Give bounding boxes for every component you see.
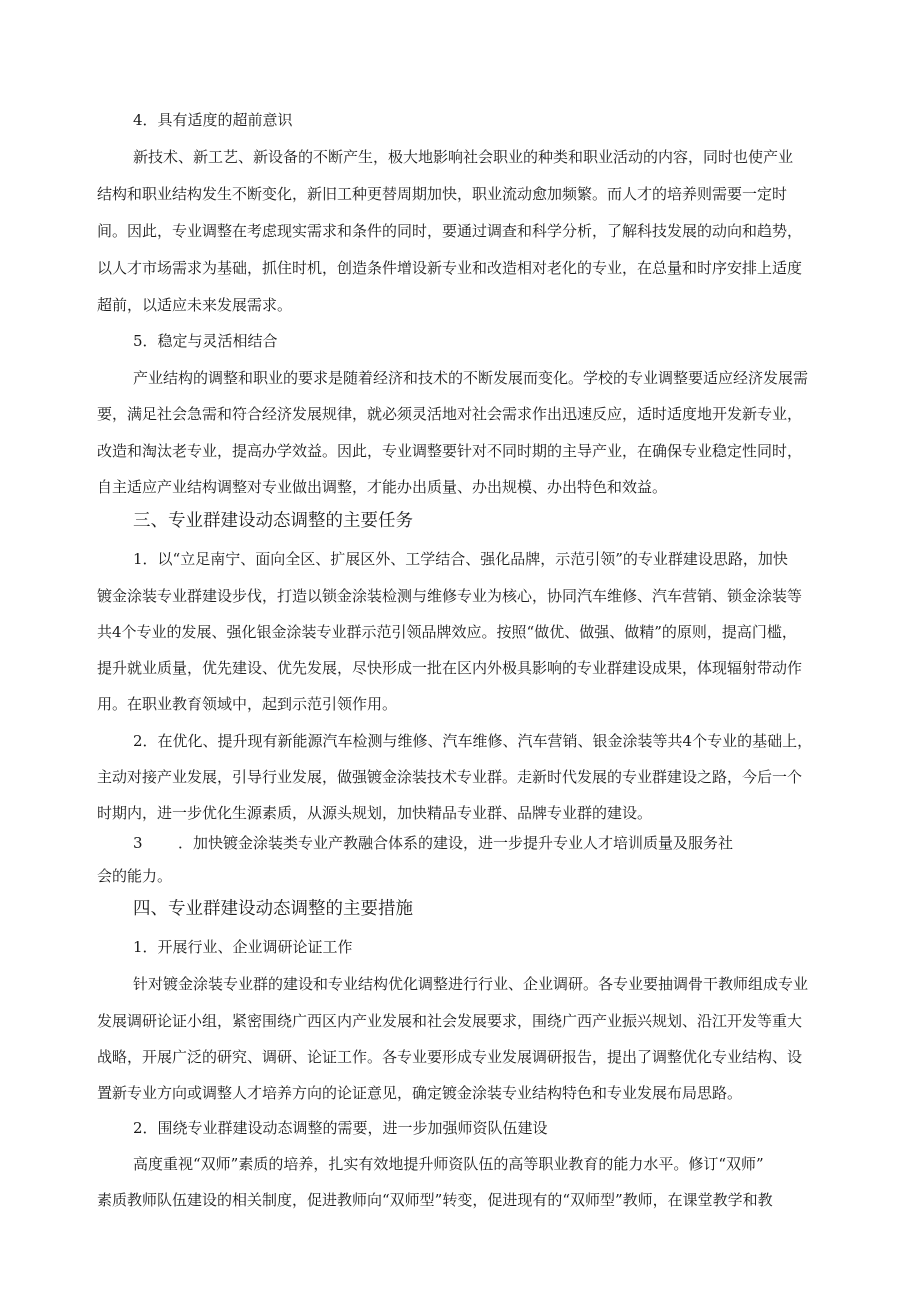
section-heading: 四、专业群建设动态调整的主要措施 (133, 899, 413, 919)
section-heading: 三、专业群建设动态调整的主要任务 (133, 511, 413, 531)
paragraph-line: 结构和职业结构发生不断变化，新旧工种更替周期加快，职业流动愈加频繁。而人才的培养则需要一定时 (97, 185, 788, 203)
paragraph-line: 自主适应产业结构调整对专业做出调整，才能办出质量、办出规模、办出特色和效益。 (97, 478, 668, 496)
paragraph-line: 高度重视“双师”素质的培养，扎实有效地提升师资队伍的高等职业教育的能力水平。修订“双师” (133, 1155, 764, 1173)
paragraph-line: 用。在职业教育领域中，起到示范引领作用。 (97, 695, 398, 713)
paragraph-line: 发展调研论证小组，紧密围绕广西区内产业发展和社会发展要求，围绕广西产业振兴规划、沿江开发等重大 (97, 1012, 803, 1030)
paragraph-line: 以人才市场需求为基础，抓住时机，创造条件增设新专业和改造相对老化的专业，在总量和时序安排上适度 (97, 259, 803, 277)
subheading: 4．具有适度的超前意识 (133, 111, 293, 129)
paragraph-line: 镀金涂装专业群建设步伐，打造以锁金涂装检测与维修专业为核心，协同汽车维修、汽车营销、锁金涂装等 (97, 587, 803, 605)
paragraph-line: 时期内，进一步优化生源素质，从源头规划，加快精品专业群、品牌专业群的建设。 (97, 804, 653, 822)
paragraph-line: 1．以“立足南宁、面向全区、扩展区外、工学结合、强化品牌，示范引领”的专业群建设思路，加快 (133, 550, 788, 568)
paragraph-line: 超前，以适应未来发展需求。 (97, 296, 293, 314)
subheading: 2．围绕专业群建设动态调整的需要，进一步加强师资队伍建设 (133, 1119, 548, 1137)
paragraph-line: 间。因此，专业调整在考虑现实需求和条件的同时，要通过调查和科学分析，了解科技发展的动向和趋势， (97, 222, 803, 240)
paragraph-line: 素质教师队伍建设的相关制度，促进教师向“双师型”转变，促进现有的“双师型”教师，在课堂教学和教 (97, 1191, 773, 1209)
paragraph-line: ．加快镀金涂装类专业产教融合体系的建设，进一步提升专业人才培训质量及服务社 (178, 834, 734, 852)
paragraph-line: 2．在优化、提升现有新能源汽车检测与维修、汽车维修、汽车营销、银金涂装等共4个专业的基础上， (133, 732, 813, 750)
paragraph-line: 共4个专业的发展、强化银金涂装专业群示范引领品牌效应。按照“做优、做强、做精”的原则，提高门槛， (97, 623, 797, 641)
paragraph-line: 要，满足社会急需和符合经济发展规律，就必须灵活地对社会需求作出迅速反应，适时适度地开发新专业， (97, 405, 803, 423)
paragraph-line: 置新专业方向或调整人才培养方向的论证意见，确定镀金涂装专业结构特色和专业发展布局思路。 (97, 1084, 743, 1102)
paragraph-line: 改造和淘汰老专业，提高办学效益。因此，专业调整要针对不同时期的主导产业，在确保专业稳定性同时， (97, 442, 803, 460)
subheading: 1．开展行业、企业调研论证工作 (133, 938, 353, 956)
list-number: 3 (133, 834, 143, 852)
paragraph-line: 针对镀金涂装专业群的建设和专业结构优化调整进行行业、企业调研。各专业要抽调骨干教师组成专业 (133, 975, 809, 993)
paragraph-line: 战略，开展广泛的研究、调研、论证工作。各专业要形成专业发展调研报告，提出了调整优化专业结构、设 (97, 1048, 803, 1066)
subheading: 5．稳定与灵活相结合 (133, 332, 278, 350)
paragraph-line: 新技术、新工艺、新设备的不断产生，极大地影响社会职业的种类和职业活动的内容，同时也使产业 (133, 148, 794, 166)
paragraph-line: 主动对接产业发展，引导行业发展，做强镀金涂装技术专业群。走新时代发展的专业群建设之路，今后一个 (97, 768, 803, 786)
paragraph-line: 产业结构的调整和职业的要求是随着经济和技术的不断发展而变化。学校的专业调整要适应经济发展需 (133, 369, 809, 387)
paragraph-line: 会的能力。 (97, 867, 173, 885)
paragraph-line: 提升就业质量，优先建设、优先发展，尽快形成一批在区内外极具影响的专业群建设成果，体现辐射带动作 (97, 659, 803, 677)
